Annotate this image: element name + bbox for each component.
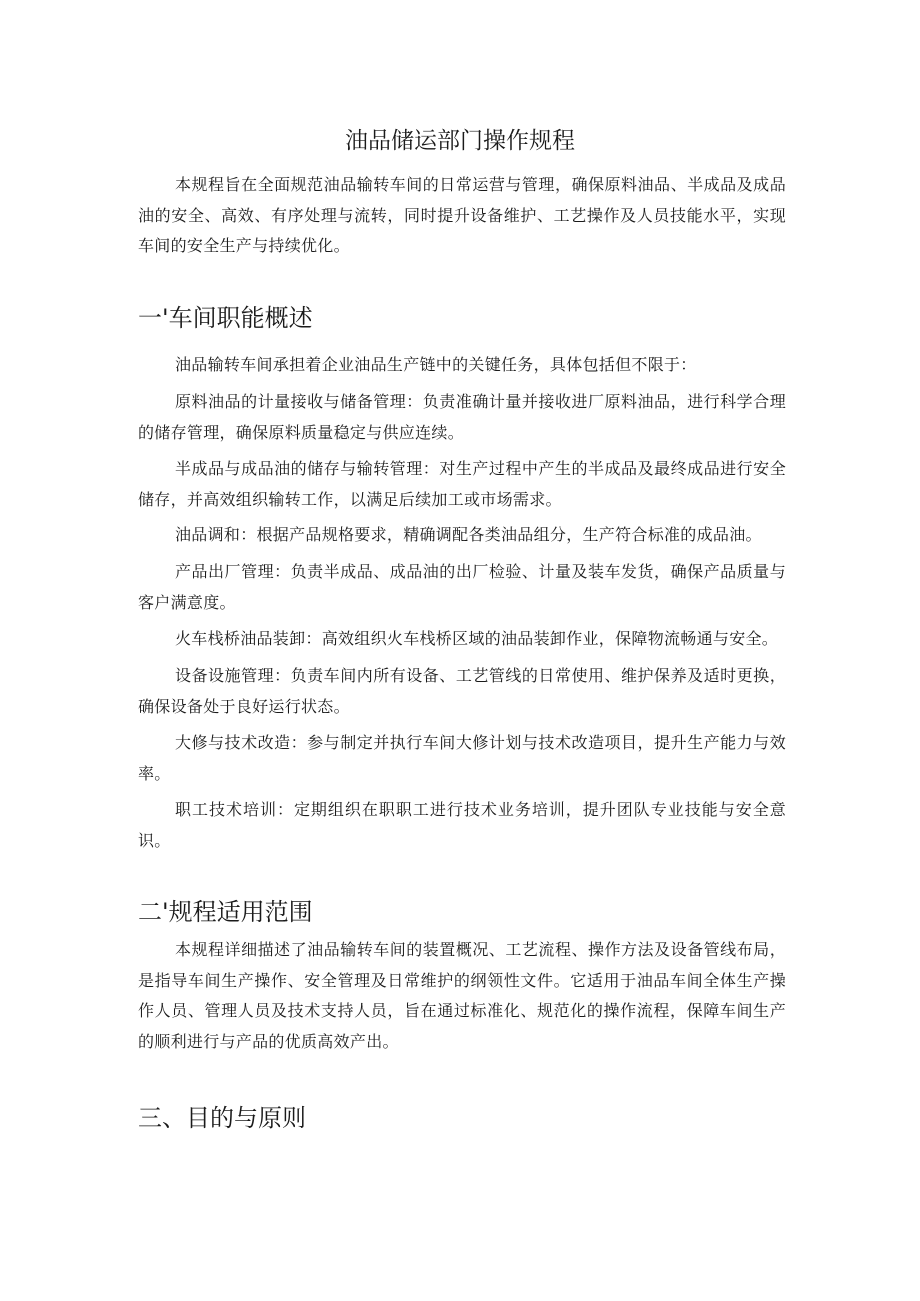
section-1-paragraph-6: 火车栈桥油品装卸：高效组织火车栈桥区域的油品装卸作业，保障物流畅通与安全。 — [175, 629, 779, 648]
section-2-paragraph-1: 本规程详细描述了油品输转车间的装置概况、工艺流程、操作方法及设备管线布局，是指导车间生产操作、安全管理及日常维护的纲领性文件。它适用于油品车间全体生产操作人员、管理人员及技术支持人员，旨在通过标准化、规范化的操作流程，保障车间生产的顺利进行与产品的优质高效产出。 — [138, 940, 786, 1051]
document-title: 油品储运部门操作规程 — [345, 128, 575, 154]
section-1-paragraph-9: 职工技术培训：定期组织在职职工进行技术业务培训，提升团队专业技能与安全意识。 — [138, 800, 786, 850]
section-1-paragraph-8: 大修与技术改造：参与制定并执行车间大修计划与技术改造项目，提升生产能力与效率。 — [138, 733, 786, 783]
section-1-paragraph-7: 设备设施管理：负责车间内所有设备、工艺管线的日常使用、维护保养及适时更换，确保设备处于良好运行状态。 — [138, 666, 786, 716]
section-2-heading: 二'规程适用范围 — [138, 898, 313, 926]
section-1-paragraph-1: 油品输转车间承担着企业油品生产链中的关键任务，具体包括但不限于： — [175, 355, 697, 374]
section-1-paragraph-5: 产品出厂管理：负责半成品、成品油的出厂检验、计量及装车发货，确保产品质量与客户满意度。 — [138, 562, 786, 612]
intro-paragraph: 本规程旨在全面规范油品输转车间的日常运营与管理，确保原料油品、半成品及成品油的安全、高效、有序处理与流转，同时提升设备维护、工艺操作及人员技能水平，实现车间的安全生产与持续优化。 — [138, 175, 786, 255]
section-1-paragraph-2: 原料油品的计量接收与储备管理：负责准确计量并接收进厂原料油品，进行科学合理的储存管理，确保原料质量稳定与供应连续。 — [138, 392, 786, 442]
section-1-paragraph-3: 半成品与成品油的储存与输转管理：对生产过程中产生的半成品及最终成品进行安全储存，并高效组织输转工作，以满足后续加工或市场需求。 — [138, 459, 786, 509]
section-3-heading: 三、目的与原则 — [138, 1104, 306, 1132]
section-1-paragraph-4: 油品调和：根据产品规格要求，精确调配各类油品组分，生产符合标准的成品油。 — [175, 525, 762, 544]
section-1-heading: 一'车间职能概述 — [138, 304, 313, 332]
